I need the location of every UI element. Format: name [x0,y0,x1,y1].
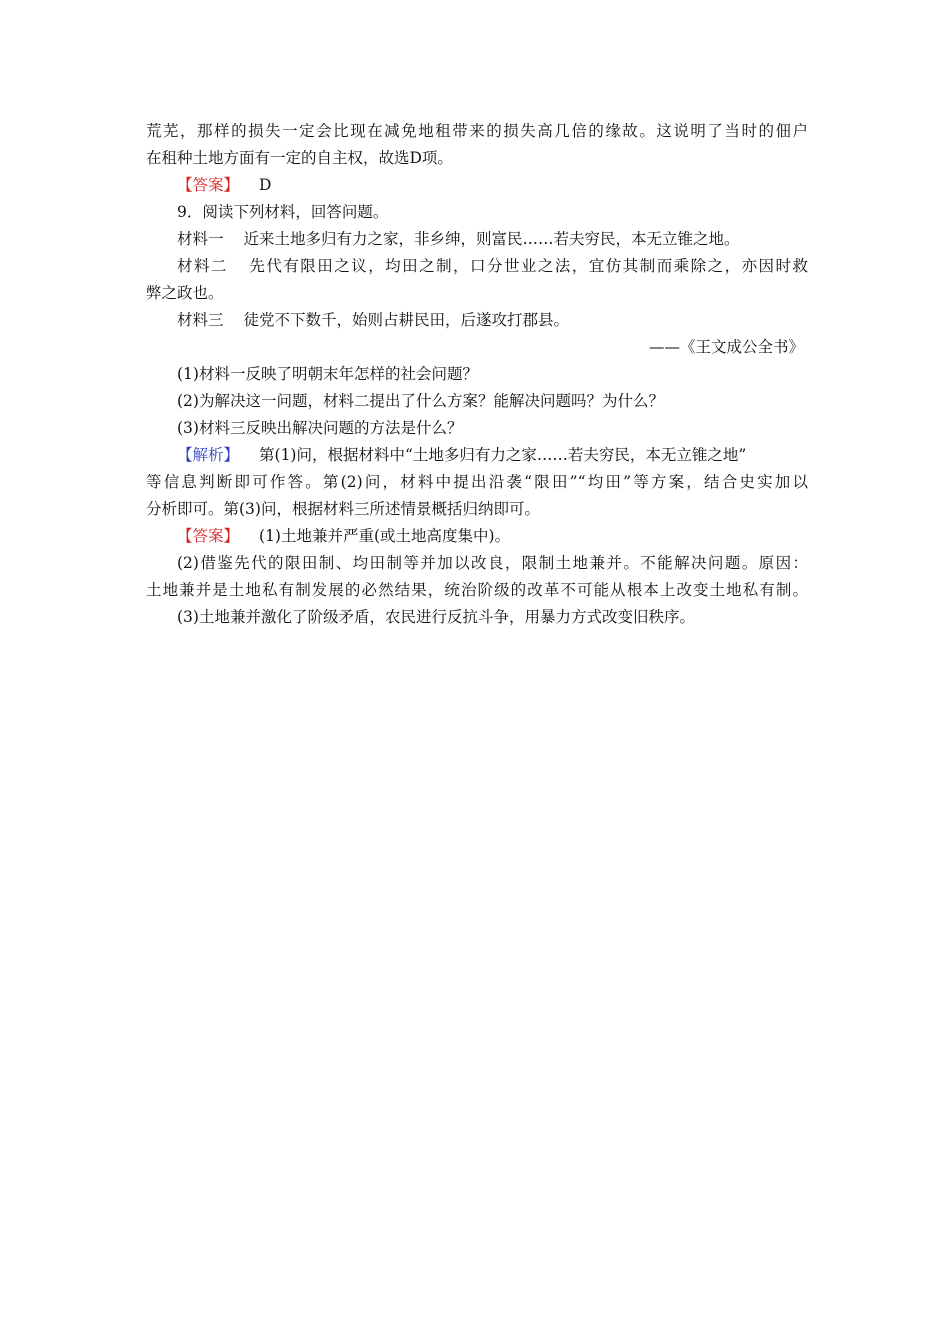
analysis-line: 分析即可。第(3)问，根据材料三所述情景概括归纳即可。 [146,500,540,518]
material-label: 材料一 [177,230,224,248]
material-two-continued: 弊之政也。 [146,284,224,302]
answer-row [146,172,808,199]
sub-question: (3)材料三反映出解决问题的方法是什么？ [177,419,463,437]
explanation-line: 荒芜，那样的损失一定会比现在减免地租带来的损失高几倍的缘故。这说明了当时的佃户 [146,122,808,140]
document-content [146,118,808,631]
answer-label: 【答案】 [177,527,240,545]
sub-question: (1)材料一反映了明朝末年怎样的社会问题？ [177,365,478,383]
answer-line: (2)借鉴先代的限田制、均田制等并加以改良，限制土地兼并。不能解决问题。原因： [177,554,808,572]
question-stem: 9．阅读下列材料，回答问题。 [177,203,389,221]
analysis-row [146,442,808,469]
analysis-line: 等信息判断即可作答。第(2)问，材料中提出沿袭“限田”“均田”等方案，结合史实加以 [146,473,808,491]
material-three [146,307,808,334]
analysis-label: 【解析】 [177,446,240,464]
answer-line: 土地兼并是土地私有制发展的必然结果，统治阶级的改革不可能从根本上改变土地私有制。 [146,581,808,599]
material-one [146,226,808,253]
sub-question: (2)为解决这一问题，材料二提出了什么方案？能解决问题吗？为什么？ [177,392,664,410]
answer-label: 【答案】 [177,176,240,194]
analysis-text: 第(1)问，根据材料中“土地多归有力之家……若夫穷民，本无立锥之地” [259,446,747,464]
answer-value: D [259,176,272,194]
answer-line: (3)土地兼并激化了阶级矛盾，农民进行反抗斗争，用暴力方式改变旧秩序。 [177,608,695,626]
answer-row [146,523,808,550]
explanation-line: 在租种土地方面有一定的自主权，故选D项。 [146,149,453,167]
material-text: 徒党不下数千，始则占耕民田，后遂攻打郡县。 [243,311,570,329]
answer-text: (1)土地兼并严重(或土地高度集中)。 [259,527,511,545]
material-label: 材料二 [177,257,228,275]
material-two [146,253,808,280]
material-text: 近来土地多归有力之家，非乡绅，则富民……若夫穷民，本无立锥之地。 [243,230,740,248]
material-text: 先代有限田之议，均田之制，口分世业之法，宜仿其制而乘除之，亦因时救 [247,257,808,275]
material-label: 材料三 [177,311,224,329]
material-source: ——《王文成公全书》 [648,338,804,356]
